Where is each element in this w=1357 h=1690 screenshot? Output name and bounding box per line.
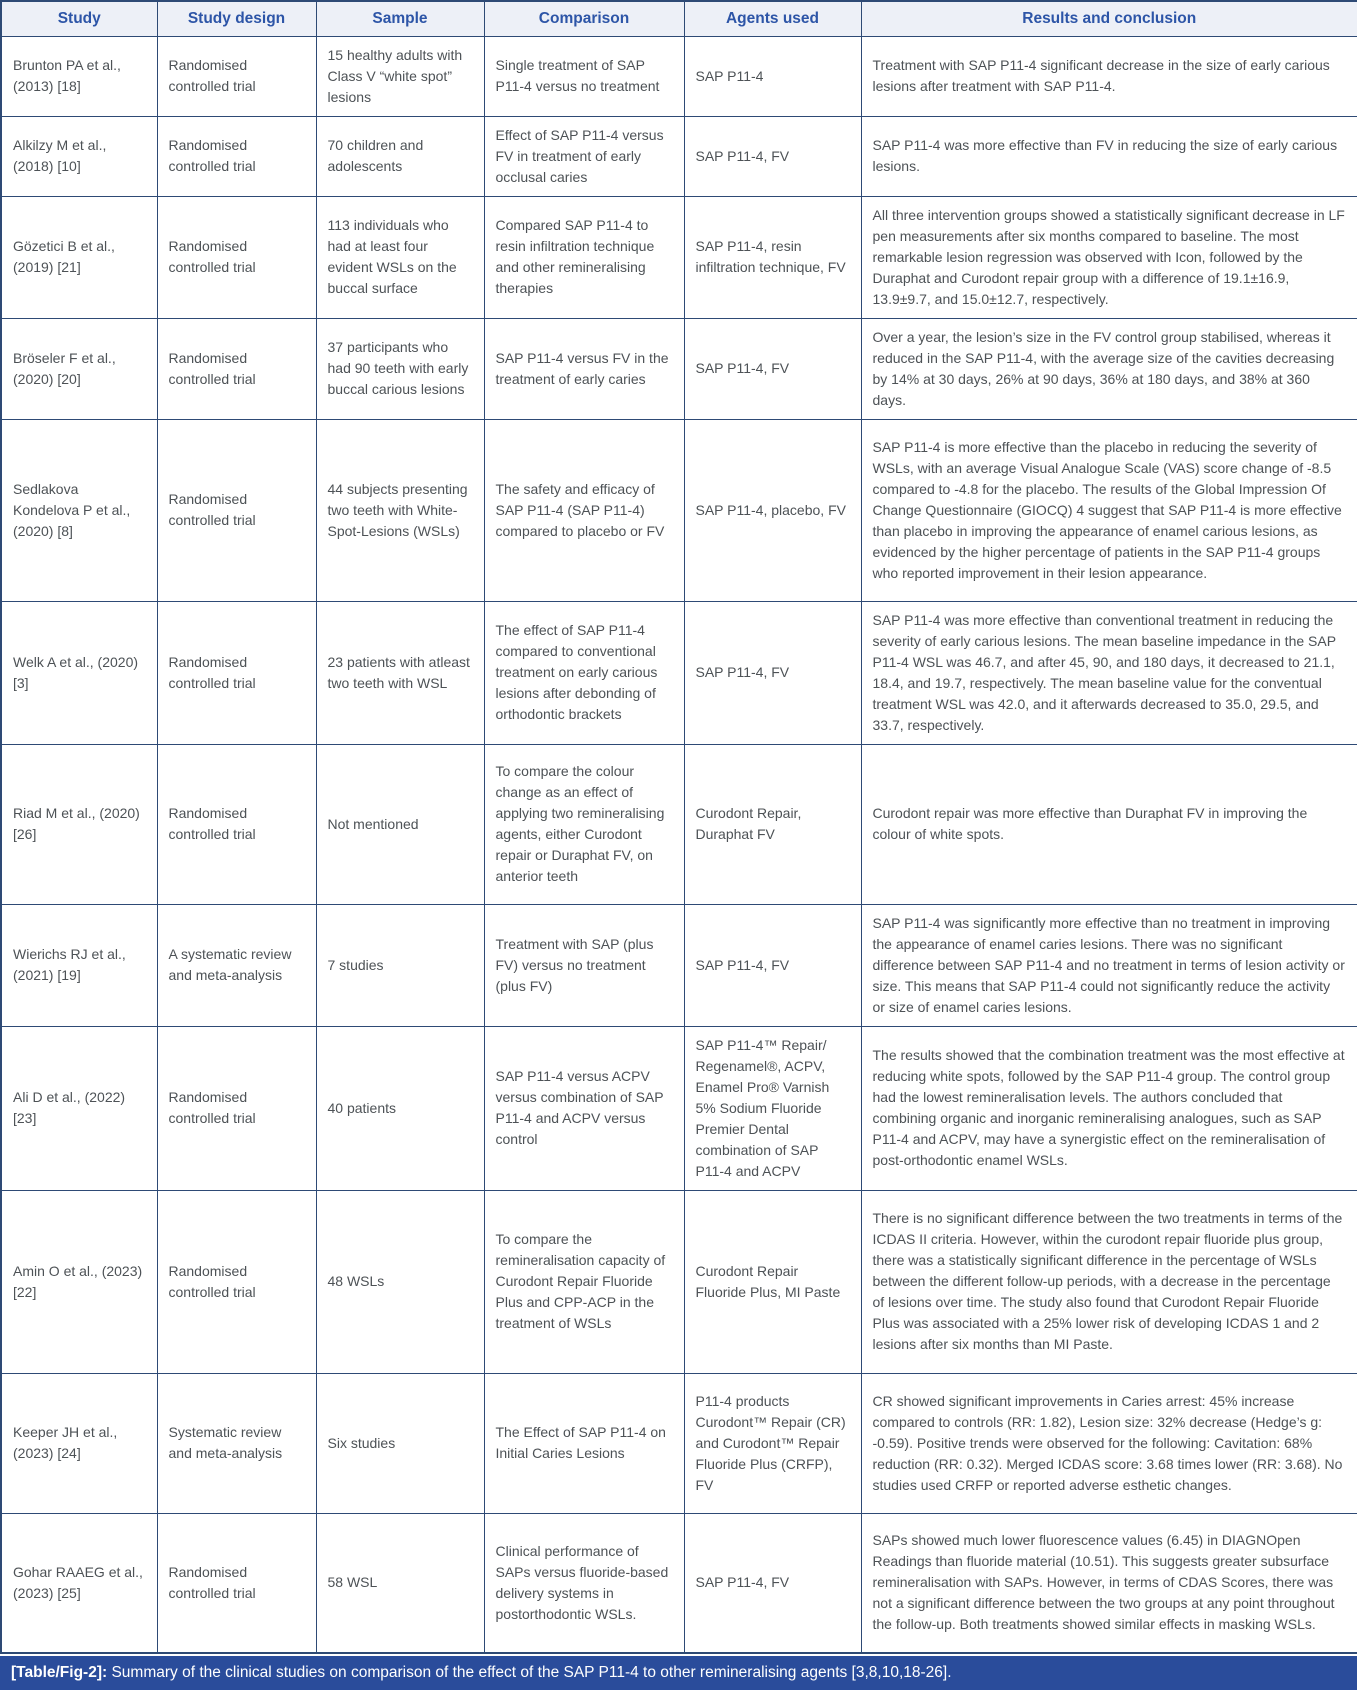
column-header-sample: Sample	[316, 1, 484, 36]
cell-design: Randomised controlled trial	[157, 601, 316, 744]
cell-agents: SAP P11-4, resin infiltration technique, FV	[684, 196, 861, 318]
cell-study: Amin O et al., (2023) [22]	[1, 1190, 157, 1373]
cell-agents: Curodont Repair Fluoride Plus, MI Paste	[684, 1190, 861, 1373]
cell-comparison: To compare the remineralisation capacity of Curodont Repair Fluoride Plus and CPP-ACP in the treatment of WSLs	[484, 1190, 684, 1373]
cell-design: Randomised controlled trial	[157, 36, 316, 116]
cell-agents: SAP P11-4, placebo, FV	[684, 419, 861, 601]
cell-results: SAP P11-4 was more effective than FV in reducing the size of early carious lesions.	[861, 116, 1357, 196]
cell-sample: 40 patients	[316, 1026, 484, 1190]
column-header-study: Study	[1, 1, 157, 36]
cell-results: Over a year, the lesion’s size in the FV control group stabilised, whereas it reduced in the SAP P11-4, with the average size of the cavities decreasing by 14% at 30 days, 26% at 90 days, 36% at 180 days, and 38% at 360 days.	[861, 318, 1357, 419]
cell-comparison: Compared SAP P11-4 to resin infiltration technique and other remineralising therapies	[484, 196, 684, 318]
cell-results: SAP P11-4 was more effective than conventional treatment in reducing the severity of early carious lesions. The mean baseline impedance in the SAP P11-4 WSL was 46.7, and after 45, 90, and 180 days, it decreased to 21.1, 18.4, and 19.7, respectively. The mean baseline value for the conventual treatment WSL was 42.0, and it afterwards decreased to 35.0, 29.5, and 33.7, respectively.	[861, 601, 1357, 744]
cell-results: CR showed significant improvements in Caries arrest: 45% increase compared to controls (RR: 1.82), Lesion size: 32% decrease (Hedge’s g: -0.59). Positive trends were observed for the following: Cavitation: 68% reduction (RR: 0.32). Merged ICDAS score: 3.68 times lower (RR: 3.68). No studies used CRFP or reported adverse esthetic changes.	[861, 1373, 1357, 1513]
cell-sample: 37 participants who had 90 teeth with early buccal carious lesions	[316, 318, 484, 419]
table-caption	[0, 1656, 1357, 1690]
table-row	[1, 36, 1357, 116]
table-row	[1, 196, 1357, 318]
table-caption-text: Summary of the clinical studies on comparison of the effect of the SAP P11-4 to other remineralising agents [3,8,10,18-26].	[111, 1664, 952, 1681]
cell-design: Randomised controlled trial	[157, 116, 316, 196]
cell-design: Randomised controlled trial	[157, 1513, 316, 1653]
table-row	[1, 318, 1357, 419]
cell-study: Sedlakova Kondelova P et al., (2020) [8]	[1, 419, 157, 601]
column-header-comparison: Comparison	[484, 1, 684, 36]
cell-study: Gohar RAAEG et al., (2023) [25]	[1, 1513, 157, 1653]
cell-sample: 44 subjects presenting two teeth with White-Spot-Lesions (WSLs)	[316, 419, 484, 601]
cell-comparison: Treatment with SAP (plus FV) versus no treatment (plus FV)	[484, 904, 684, 1026]
cell-sample: 113 individuals who had at least four evident WSLs on the buccal surface	[316, 196, 484, 318]
cell-results: All three intervention groups showed a statistically significant decrease in LF pen measurements after six months compared to baseline. The most remarkable lesion regression was observed with Icon, followed by the Duraphat and Curodont repair group with a difference of 19.1±16.9, 13.9±9.7, and 15.0±12.7, respectively.	[861, 196, 1357, 318]
cell-study: Riad M et al., (2020) [26]	[1, 744, 157, 904]
cell-design: Randomised controlled trial	[157, 419, 316, 601]
cell-design: Randomised controlled trial	[157, 1026, 316, 1190]
cell-design: Randomised controlled trial	[157, 196, 316, 318]
cell-study: Alkilzy M et al., (2018) [10]	[1, 116, 157, 196]
cell-design: Randomised controlled trial	[157, 318, 316, 419]
table-row	[1, 601, 1357, 744]
cell-sample: 23 patients with atleast two teeth with WSL	[316, 601, 484, 744]
cell-results: There is no significant difference between the two treatments in terms of the ICDAS II criteria. However, within the curodont repair fluoride plus group, there was a statistically significant difference in the percentage of WSLs between the different follow-up periods, with a decrease in the percentage of lesions over time. The study also found that Curodont Repair Fluoride Plus was associated with a 25% lower risk of developing ICDAS 1 and 2 lesions after six months than MI Paste.	[861, 1190, 1357, 1373]
cell-comparison: SAP P11-4 versus FV in the treatment of early caries	[484, 318, 684, 419]
cell-sample: 15 healthy adults with Class V “white spot” lesions	[316, 36, 484, 116]
cell-comparison: SAP P11-4 versus ACPV versus combination of SAP P11-4 and ACPV versus control	[484, 1026, 684, 1190]
cell-agents: SAP P11-4, FV	[684, 601, 861, 744]
cell-results: Treatment with SAP P11-4 significant decrease in the size of early carious lesions after treatment with SAP P11-4.	[861, 36, 1357, 116]
cell-sample: 7 studies	[316, 904, 484, 1026]
table-header-row	[1, 1, 1357, 36]
cell-comparison: The Effect of SAP P11-4 on Initial Caries Lesions	[484, 1373, 684, 1513]
cell-results: The results showed that the combination treatment was the most effective at reducing white spots, followed by the SAP P11-4 group. The control group had the lowest remineralisation levels. The authors concluded that combining organic and inorganic remineralising analogues, such as SAP P11-4 and ACPV, may have a synergistic effect on the remineralisation of post-orthodontic enamel WSLs.	[861, 1026, 1357, 1190]
cell-sample: 70 children and adolescents	[316, 116, 484, 196]
cell-results: SAPs showed much lower fluorescence values (6.45) in DIAGNOpen Readings than fluoride material (10.51). This suggests greater subsurface remineralisation with SAPs. However, in terms of CDAS Scores, there was not a significant difference between the two groups at any point throughout the follow-up. Both treatments showed similar effects in masking WSLs.	[861, 1513, 1357, 1653]
cell-results: Curodont repair was more effective than Duraphat FV in improving the colour of white spots.	[861, 744, 1357, 904]
cell-sample: Not mentioned	[316, 744, 484, 904]
cell-comparison: The effect of SAP P11-4 compared to conventional treatment on early carious lesions after debonding of orthodontic brackets	[484, 601, 684, 744]
cell-design: Systematic review and meta-analysis	[157, 1373, 316, 1513]
table-row	[1, 116, 1357, 196]
cell-sample: 48 WSLs	[316, 1190, 484, 1373]
cell-sample: 58 WSL	[316, 1513, 484, 1653]
cell-agents: SAP P11-4™ Repair/ Regenamel®, ACPV, Enamel Pro® Varnish 5% Sodium Fluoride Premier Dental combination of SAP P11-4 and ACPV	[684, 1026, 861, 1190]
cell-agents: Curodont Repair, Duraphat FV	[684, 744, 861, 904]
cell-comparison: To compare the colour change as an effect of applying two remineralising agents, either Curodont repair or Duraphat FV, on anterior teeth	[484, 744, 684, 904]
cell-design: A systematic review and meta-analysis	[157, 904, 316, 1026]
table-row	[1, 1190, 1357, 1373]
table-row	[1, 1373, 1357, 1513]
column-header-study-design: Study design	[157, 1, 316, 36]
column-header-agents-used: Agents used	[684, 1, 861, 36]
table-caption-label: [Table/Fig-2]:	[11, 1664, 108, 1681]
cell-agents: P11-4 products Curodont™ Repair (CR) and Curodont™ Repair Fluoride Plus (CRFP), FV	[684, 1373, 861, 1513]
cell-agents: SAP P11-4	[684, 36, 861, 116]
cell-study: Ali D et al., (2022) [23]	[1, 1026, 157, 1190]
cell-study: Keeper JH et al., (2023) [24]	[1, 1373, 157, 1513]
cell-agents: SAP P11-4, FV	[684, 116, 861, 196]
table-row	[1, 904, 1357, 1026]
cell-agents: SAP P11-4, FV	[684, 1513, 861, 1653]
table-row	[1, 1026, 1357, 1190]
cell-agents: SAP P11-4, FV	[684, 318, 861, 419]
cell-design: Randomised controlled trial	[157, 1190, 316, 1373]
cell-sample: Six studies	[316, 1373, 484, 1513]
cell-comparison: Effect of SAP P11-4 versus FV in treatment of early occlusal caries	[484, 116, 684, 196]
table-row	[1, 419, 1357, 601]
cell-study: Brunton PA et al., (2013) [18]	[1, 36, 157, 116]
cell-study: Welk A et al., (2020) [3]	[1, 601, 157, 744]
cell-study: Wierichs RJ et al., (2021) [19]	[1, 904, 157, 1026]
table-row	[1, 744, 1357, 904]
cell-comparison: Single treatment of SAP P11-4 versus no treatment	[484, 36, 684, 116]
cell-study: Gözetici B et al., (2019) [21]	[1, 196, 157, 318]
cell-comparison: Clinical performance of SAPs versus fluoride-based delivery systems in postorthodontic WSLs.	[484, 1513, 684, 1653]
cell-study: Bröseler F et al., (2020) [20]	[1, 318, 157, 419]
column-header-results: Results and conclusion	[861, 1, 1357, 36]
table-row	[1, 1513, 1357, 1653]
cell-results: SAP P11-4 was significantly more effective than no treatment in improving the appearance of enamel caries lesions. There was no significant difference between SAP P11-4 and no treatment in terms of lesion activity or size. This means that SAP P11-4 could not significantly reduce the activity or size of enamel caries lesions.	[861, 904, 1357, 1026]
cell-agents: SAP P11-4, FV	[684, 904, 861, 1026]
cell-comparison: The safety and efficacy of SAP P11-4 (SAP P11-4) compared to placebo or FV	[484, 419, 684, 601]
cell-design: Randomised controlled trial	[157, 744, 316, 904]
cell-results: SAP P11-4 is more effective than the placebo in reducing the severity of WSLs, with an average Visual Analogue Scale (VAS) score change of -8.5 compared to -4.8 for the placebo. The results of the Global Impression Of Change Questionnaire (GIOCQ) 4 suggest that SAP P11-4 is more effective than placebo in improving the appearance of enamel carious lesions, as evidenced by the higher percentage of patients in the SAP P11-4 groups who reported improvement in their lesion appearance.	[861, 419, 1357, 601]
